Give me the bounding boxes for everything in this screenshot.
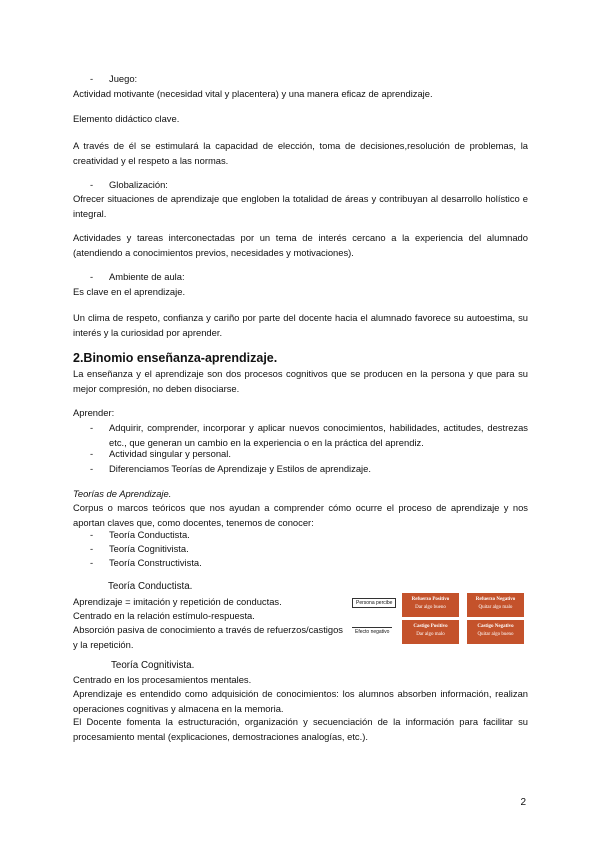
aprender-item xyxy=(90,446,528,461)
globalizacion-heading: Globalización: xyxy=(109,179,168,190)
bullet-dash: - xyxy=(90,179,94,190)
bullet-dash: - xyxy=(90,271,94,282)
cognitivista-line-1: Centrado en los procesamientos mentales. xyxy=(73,674,252,685)
globalizacion-paragraph-2: Actividades y tareas interconectadas por un tema de interés cercano a la experiencia del alumnado (atendiendo a conocimientos previos, necesidades y motivaciones). xyxy=(73,232,528,258)
box-castigo-negativo xyxy=(467,620,524,644)
box-sub: Dar algo bueno xyxy=(415,605,446,610)
box-title: Refuerzo Negativo xyxy=(475,597,516,602)
diagram-label-positive: Persona percibe xyxy=(352,598,396,608)
box-sub: Dar algo malo xyxy=(416,632,445,637)
ambiente-heading: Ambiente de aula: xyxy=(109,271,185,282)
diagram-label-negative: Efecto negativo xyxy=(352,627,392,636)
conductista-line-2: Centrado en la relación estímulo-respuesta. xyxy=(73,610,255,621)
section-2-title: 2.Binomio enseñanza-aprendizaje. xyxy=(73,351,278,365)
juego-paragraph-2: Elemento didáctico clave. xyxy=(73,113,180,124)
box-refuerzo-positivo xyxy=(402,593,459,617)
conductista-line-3: Absorción pasiva de conocimiento a través de refuerzos/castigos y la repetición. xyxy=(73,624,343,650)
box-title: Castigo Positivo xyxy=(413,624,448,629)
teorias-intro: Corpus o marcos teóricos que nos ayudan a comprender cómo ocurre el proceso de aprendizaje y nos aportan claves que, como docentes, tenemos de conocer: xyxy=(73,502,528,528)
box-title: Castigo Negativo xyxy=(477,624,514,629)
box-sub: Quitar algo bueno xyxy=(477,632,514,637)
juego-paragraph-1: Actividad motivante (necesidad vital y placentera) y una manera eficaz de aprendizaje. xyxy=(73,88,433,99)
section-2-intro: La enseñanza y el aprendizaje son dos procesos cognitivos que se producen en la persona y que para su mejor compresión, no deben disociarse. xyxy=(73,368,528,394)
box-castigo-positivo xyxy=(402,620,459,644)
teoria-item-text: Teoría Constructivista. xyxy=(109,557,202,568)
globalizacion-bullet xyxy=(90,177,528,192)
juego-bullet xyxy=(90,71,528,86)
ambiente-paragraph-2: Un clima de respeto, confianza y cariño por parte del docente hacia el alumnado favorece su autoestima, su interés y la curiosidad por aprender. xyxy=(73,312,528,338)
teoria-item-text: Teoría Conductista. xyxy=(109,529,190,540)
bullet-dash: - xyxy=(90,557,94,568)
teoria-item xyxy=(90,541,528,556)
bullet-dash: - xyxy=(90,463,94,474)
aprender-item-text: Actividad singular y personal. xyxy=(109,448,231,459)
bullet-dash: - xyxy=(90,529,94,540)
bullet-dash: - xyxy=(90,422,94,433)
conductista-line-1: Aprendizaje = imitación y repetición de conductas. xyxy=(73,596,282,607)
cognitivista-line-2: Aprendizaje es entendido como adquisición de conocimientos: los alumnos absorben información, realizan operaciones cognitivas y almacena en la memoria. xyxy=(73,688,528,714)
teoria-item xyxy=(90,555,528,570)
aprender-item-text: Diferenciamos Teorías de Aprendizaje y Estilos de aprendizaje. xyxy=(109,463,371,474)
aprender-label: Aprender: xyxy=(73,407,115,418)
aprender-item xyxy=(90,461,528,476)
ambiente-bullet xyxy=(90,269,528,284)
bullet-dash: - xyxy=(90,448,94,459)
teoria-item xyxy=(90,527,528,542)
cognitivista-heading: Teoría Cognitivista. xyxy=(111,660,195,671)
box-title: Refuerzo Positivo xyxy=(411,597,450,602)
aprender-item-text: Adquirir, comprender, incorporar y aplicar nuevos conocimientos, habilidades, actitudes, destrezas etc., que generan un cambio en la experiencia o en la práctica del aprendiz. xyxy=(109,422,528,448)
cognitivista-line-3: El Docente fomenta la estructuración, organización y secuenciación de la información para facilitar su procesamiento mental (explicaciones, demostraciones analogías, etc.). xyxy=(73,716,528,742)
juego-heading: Juego: xyxy=(109,73,138,84)
bullet-dash: - xyxy=(90,73,94,84)
teorias-label: Teorías de Aprendizaje. xyxy=(73,488,172,499)
bullet-dash: - xyxy=(90,543,94,554)
conductista-heading: Teoría Conductista. xyxy=(108,581,193,592)
juego-paragraph-3: A través de él se estimulará la capacidad de elección, toma de decisiones,resolución de problemas, la creatividad y el respeto a las normas. xyxy=(73,140,528,166)
globalizacion-paragraph-1: Ofrecer situaciones de aprendizaje que engloben la totalidad de áreas y contribuyan al desarrollo holístico e integral. xyxy=(73,193,528,219)
box-sub: Quitar algo malo xyxy=(478,605,513,610)
teoria-item-text: Teoría Cognitivista. xyxy=(109,543,189,554)
page-number: 2 xyxy=(520,797,526,808)
ambiente-paragraph-1: Es clave en el aprendizaje. xyxy=(73,286,186,297)
box-refuerzo-negativo xyxy=(467,593,524,617)
